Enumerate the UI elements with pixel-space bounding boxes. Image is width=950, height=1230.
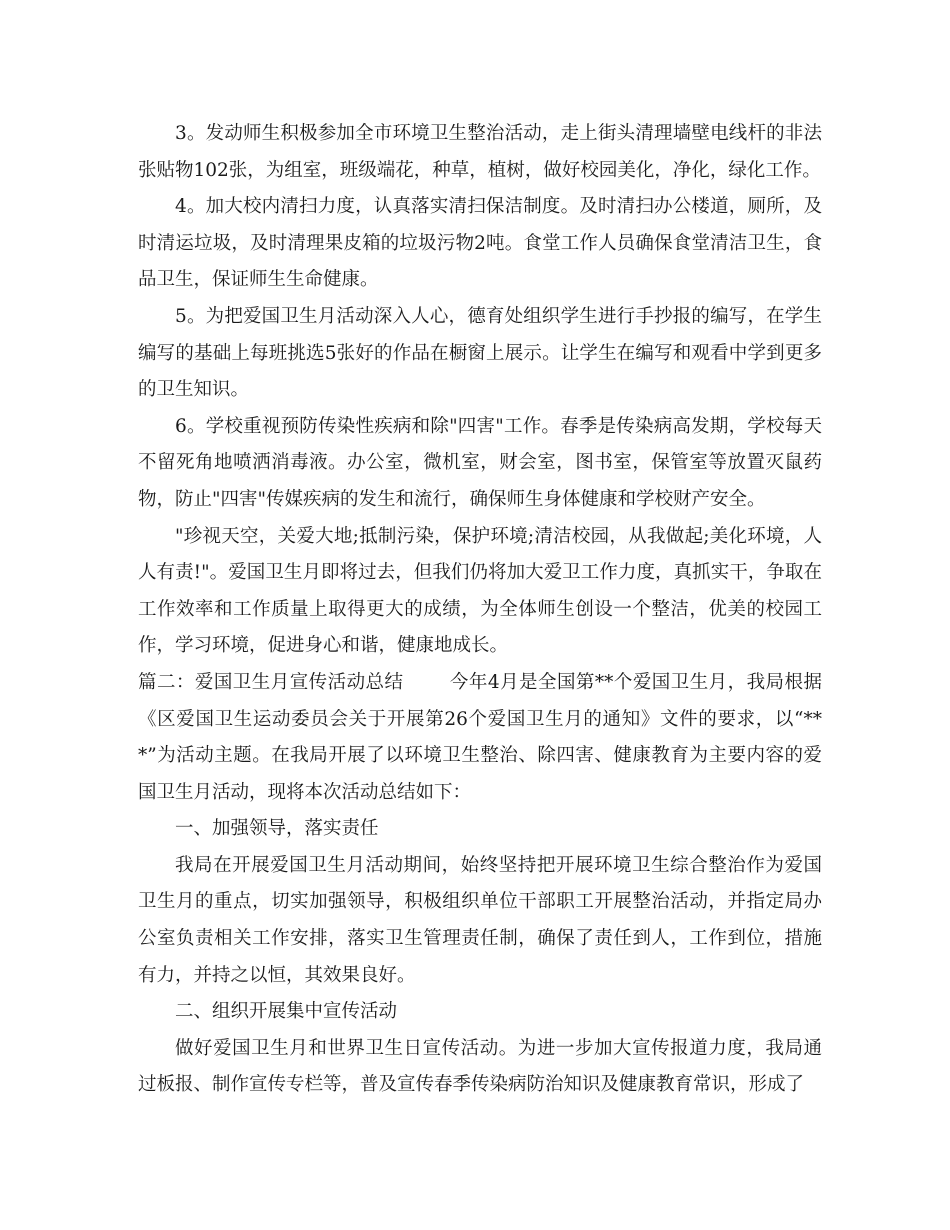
paragraph-slogan-conclusion: "珍视天空，关爱大地;抵制污染，保护环境;清洁校园，从我做起;美化环境，人人有责!"。爱国卫生月即将过去，但我们仍将加大爱卫工作力度，真抓实干，争取在工作效率和工作质量上取得更大的成绩，为全体师生创设一个整洁，优美的校园工作，学习环境，促进身心和谐，健康地成长。 <box>138 525 822 657</box>
subsection-title-1: 一、加强领导，落实责任 <box>175 818 379 840</box>
paragraph-item-4: 4。加大校内清扫力度，认真落实清扫保洁制度。及时清扫办公楼道，厕所，及时清运垃圾，及时清理果皮箱的垃圾污物2吨。食堂工作人员确保食堂清洁卫生，食品卫生，保证师生生命健康。 <box>138 196 822 291</box>
paragraph-item-3: 3。发动师生积极参加全市环境卫生整治活动，走上街头清理墙壁电线杆的非法张贴物102张，为组室，班级端花，种草，植树，做好校园美化，净化，绿化工作。 <box>138 123 822 181</box>
section2-heading: 篇二：爱国卫生月宣传活动总结 <box>138 671 404 693</box>
section2-block <box>138 665 822 811</box>
subsection-title-2: 二、组织开展集中宣传活动 <box>175 1001 398 1023</box>
subsection-body-2: 做好爱国卫生月和世界卫生日宣传活动。为进一步加大宣传报道力度，我局通过板报、制作宣传专栏等，普及宣传春季传染病防治知识及健康教育常识，形成了 <box>138 1037 822 1096</box>
document-page <box>138 116 822 1104</box>
section2-intro: 今年4月是全国第**个爱国卫生月，我局根据《区爱国卫生运动委员会关于开展第26个爱国卫生月的通知》文件的要求，以“***”为活动主题。在我局开展了以环境卫生整治、除四害、健康教育为主要内容的爱国卫生月活动，现将本次活动总结如下： <box>138 671 822 803</box>
paragraph-item-5: 5。为把爱国卫生月活动深入人心，德育处组织学生进行手抄报的编写，在学生编写的基础上每班挑选5张好的作品在橱窗上展示。让学生在编写和观看中学到更多的卫生知识。 <box>138 305 822 401</box>
subsection-body-1: 我局在开展爱国卫生月活动期间，始终坚持把开展环境卫生综合整治作为爱国卫生月的重点，切实加强领导，积极组织单位干部职工开展整治活动，并指定局办公室负责相关工作安排，落实卫生管理责任制，确保了责任到人，工作到位，措施有力，并持之以恒，其效果良好。 <box>138 854 822 986</box>
paragraph-item-6: 6。学校重视预防传染性疾病和除"四害"工作。春季是传染病高发期，学校每天不留死角地喷洒消毒液。办公室，微机室，财会室，图书室，保管室等放置灭鼠药物，防止"四害"传媒疾病的发生和流行，确保师生身体健康和学校财产安全。 <box>138 415 822 510</box>
